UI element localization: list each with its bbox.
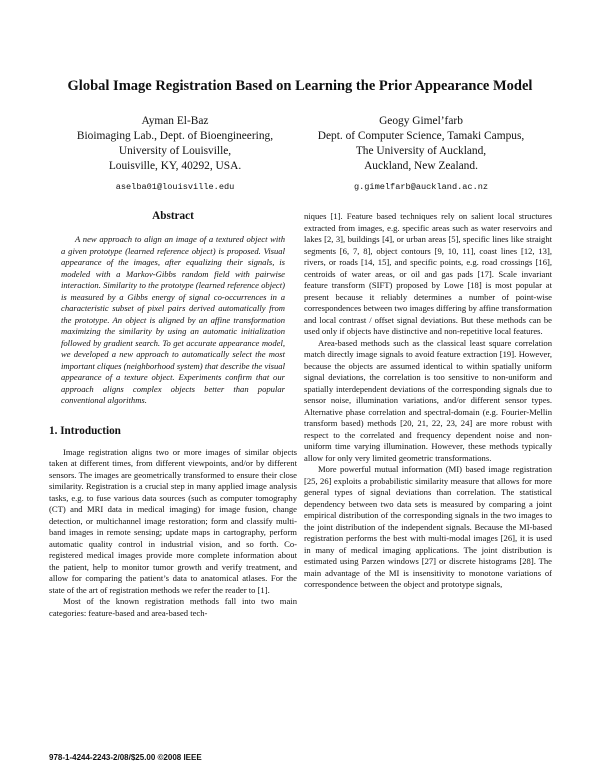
author-affiliation-line: Dept. of Computer Science, Tamaki Campus, [317,130,525,142]
author-affiliation-line: The University of Auckland, [355,145,487,157]
author-name: Geogy Gimel’farb [379,115,463,127]
author-email[interactable]: aselba01@louisville.edu [115,182,235,192]
abstract-text: A new approach to align an image of a textured object with a given prototype (learned reference object) is proposed. Visual appearance of the images, after equalizing their signals, is modeled with a Markov-Gibbs random field with pairwise interaction. Similarity to the prototype (learned reference object) is measured by a Gibbs energy of signal co-occurrences in a characteristic subset of pixel pairs derived automatically from the prototype. An object is aligned by an affine transformation maximizing the similarity by using an automatic initialization followed by gradient search. To get accurate appearance model, we developed a new approach to automatically select the most important cliques (neighborhood system) that describe the visual appearance of a texture object. Experiments confirm that our approach aligns complex objects better than popular conventional algorithms. [61,234,285,405]
section-heading-introduction: 1. Introduction [49,424,121,437]
right-column [304,211,552,591]
abstract-heading: Abstract [152,210,194,222]
author-email[interactable]: g.gimelfarb@auckland.ac.nz [353,182,489,192]
body-paragraph: More powerful mutual information (MI) based image registration [25, 26] exploits a probabilistic similarity measure that allows for more general types of signal deviations than correlation. The statistical dependency between two data sets is measured by comparing a joint empirical distribution of the corresponding signals in the two images to the joint distribution of the independent signals. Because the MI-based registration performs the best with multi-modal images [26], it is used in many of medical imaging applications. The joint distribution is estimated using Parzen windows [27] or discrete histograms [28]. The main advantage of the MI is insensitivity to monotone variations of correspondence between the object and prototype signals, [304,464,552,589]
body-paragraph: niques [1]. Feature based techniques rely on salient local structures extracted from images, e.g. specific areas such as water reservoirs and lakes [2, 3], buildings [4], or urban areas [5], specific lines like straight segments [6, 7, 8], object contours [9, 10, 11], coast lines [12, 13], rivers, or roads [14, 15], and specific points, e.g. road crossings [16], centroids of water areas, or oil and gas pads [17]. Scale invariant feature transform (SIFT) proposed by Lowe [18] is most popular at present because it reliably determines a number of point-wise correspondences between two images differing by affine transformation and local contrast / offset signal deviations. But these methods can be used only if objects have distinctive and non-repetitive local features. [304,211,552,336]
author-affiliation-line: Bioimaging Lab., Dept. of Bioengineering, [76,130,274,142]
author-block-2 [303,114,539,195]
body-paragraph: Most of the known registration methods fall into two main categories: feature-based and area-based tech- [49,596,297,618]
author-name: Ayman El-Baz [141,115,209,127]
author-affiliation-line: Auckland, New Zealand. [364,160,478,172]
left-column [49,210,297,619]
body-paragraph: Area-based methods such as the classical least square correlation match directly image signals to avoid feature extraction [19]. However, because the objects are assumed identical to within spatially uniform signal deviations, the correlation is too sensitive to non-uniform and spatially interdependent deviations of the corresponding signals due to sensor noise, illumination variations, and/or different sensor types. Alternative phase correlation and spectral-domain (e.g. Fourier-Mellin transform based) methods [20, 21, 22, 23, 24] are more robust with respect to the correlated and frequency dependent noise and non-uniform time varying illumination. However, these methods typically allow for only very limited geometric transformations. [304,337,552,463]
body-paragraph: Image registration aligns two or more images of similar objects taken at different times, from different viewpoints, and/or by different sensors. The images are geometrically transformed to ensure their close similarity. Registration is a crucial step in many applied image analysis tasks, e.g. to fuse various data sources (such as computer tomography (CT) and MRI data in medical imaging) for image fusion, change detection, or multichannel image restoration; form and classify multi-band images in remote sensing; update maps in cartography, perform automatic quality control in industrial vision, and so forth. Co-registered medical images provide more complete information about the patient, help to monitor tumor growth and verify treatment, and allow for comparing the patient’s data to anatomical atlases. For the state of the art of registration methods we refer the reader to [1]. [49,446,297,595]
author-affiliation-line: Louisville, KY, 40292, USA. [108,160,242,172]
paper-title: Global Image Registration Based on Learning the Prior Appearance Model [67,78,533,94]
author-block-1 [60,114,290,195]
author-affiliation-line: University of Louisville, [118,145,232,157]
copyright-footer: 978-1-4244-2243-2/08/$25.00 ©2008 IEEE [49,753,202,762]
